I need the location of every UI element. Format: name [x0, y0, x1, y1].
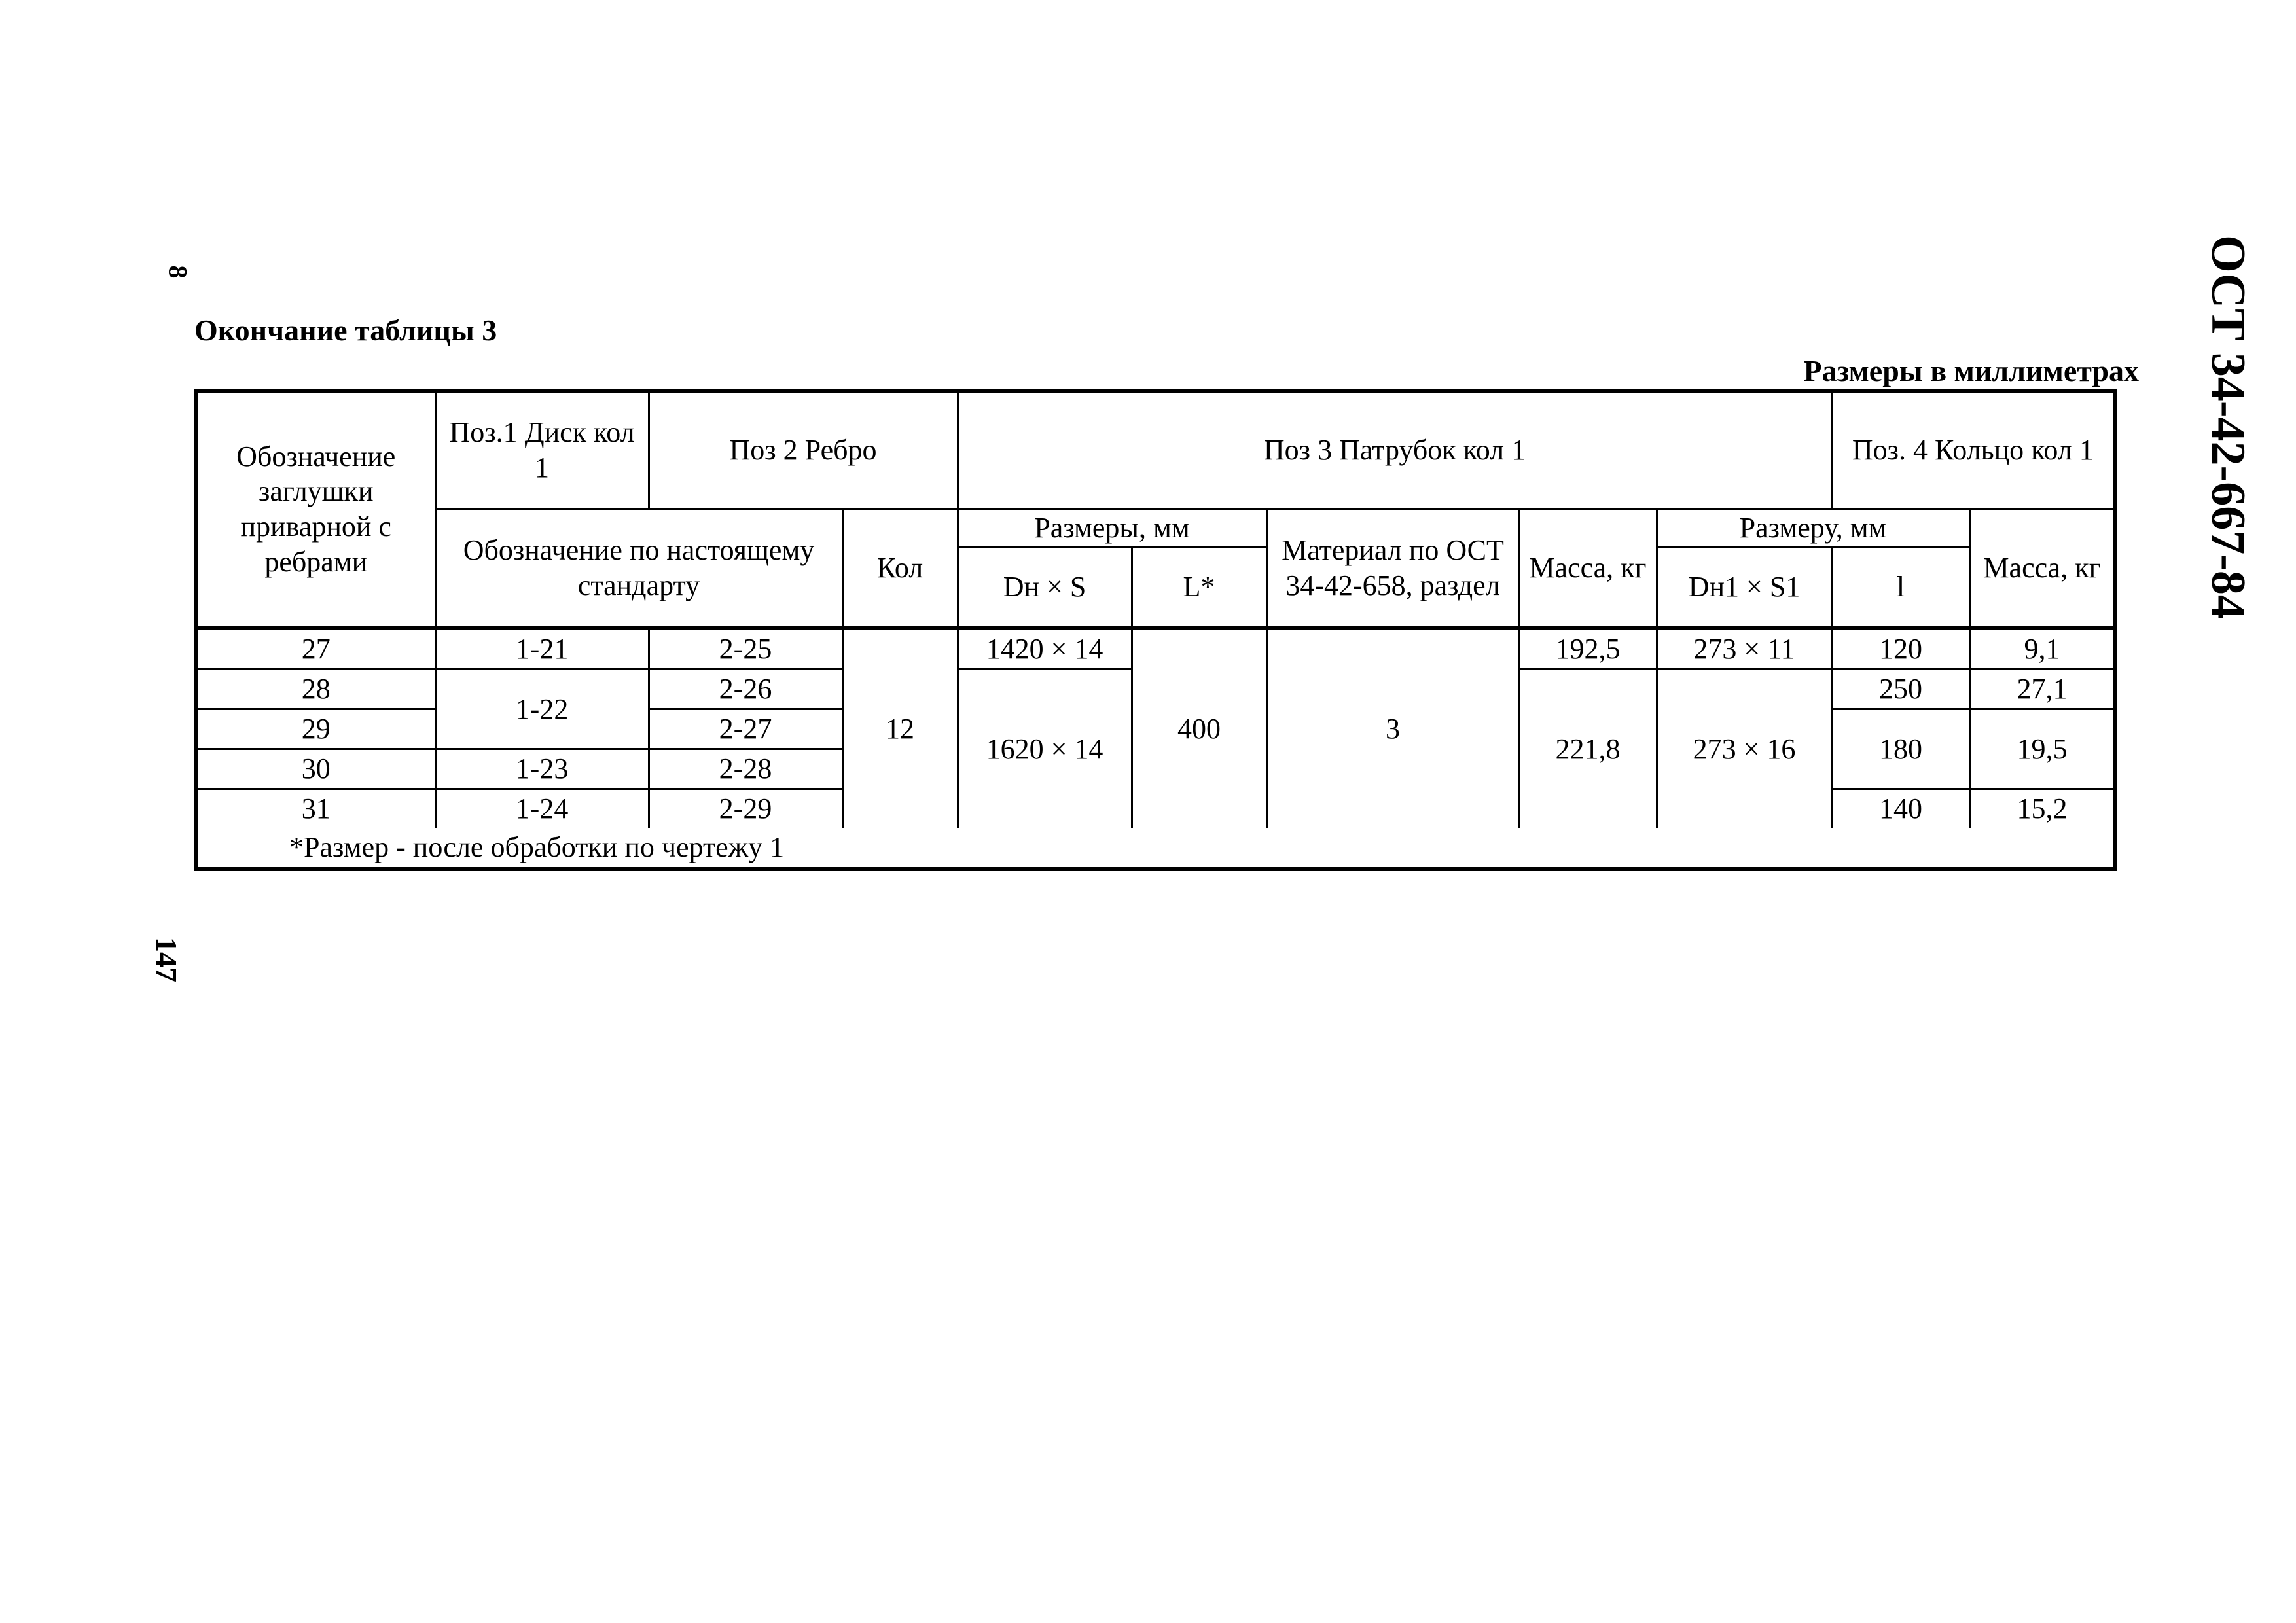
header-kol: Кол: [842, 509, 958, 628]
header-dims3: Размеры, мм: [958, 509, 1266, 548]
cell-pos2: 2-29: [649, 789, 842, 829]
cell-mass4: 9,1: [1969, 628, 2115, 669]
cell-dh1-s1: 273 × 11: [1657, 628, 1832, 669]
cell-designation: 27: [196, 628, 435, 669]
units-note: Размеры в миллиметрах: [1803, 354, 2139, 387]
cell-l: 400: [1132, 628, 1266, 829]
cell-kol: 12: [842, 628, 958, 829]
cell-pos2: 2-25: [649, 628, 842, 669]
header-dh-s: Dн × S: [958, 548, 1132, 628]
cell-dh-s: 1420 × 14: [958, 628, 1132, 669]
cell-pos1: 1-21: [435, 628, 649, 669]
header-material: Материал по ОСТ 34-42-658, раздел: [1266, 509, 1519, 628]
cell-designation: 31: [196, 789, 435, 829]
header-dh1-s1: Dн1 × S1: [1657, 548, 1832, 628]
cell-mass4: 15,2: [1969, 789, 2115, 829]
header-pos1: Поз.1 Диск кол 1: [435, 391, 649, 509]
cell-designation: 28: [196, 669, 435, 709]
header-pos3: Поз 3 Патрубок кол 1: [958, 391, 1832, 509]
spec-table: [194, 389, 2117, 871]
header-mass3: Масса, кг: [1519, 509, 1657, 628]
header-mass4: Масса, кг: [1969, 509, 2115, 628]
header-designation: Обозначение заглушки приварной с ребрами: [196, 391, 435, 628]
cell-pos2: 2-26: [649, 669, 842, 709]
cell-l-ring: 250: [1832, 669, 1969, 709]
cell-mass4: 27,1: [1969, 669, 2115, 709]
cell-pos1: 1-24: [435, 789, 649, 829]
cell-designation: 29: [196, 709, 435, 749]
page-number-bottom: 147: [150, 937, 183, 982]
cell-l-ring: 180: [1832, 709, 1969, 789]
cell-pos2: 2-27: [649, 709, 842, 749]
page-number-top: 8: [163, 265, 193, 279]
document-code: ОСТ 34-42-667-84: [2200, 235, 2255, 619]
header-dims4: Размеру, мм: [1657, 509, 1969, 548]
header-pos4: Поз. 4 Кольцо кол 1: [1832, 391, 2115, 509]
header-std-designation: Обозначение по настоящему стандарту: [435, 509, 842, 628]
cell-l-ring: 140: [1832, 789, 1969, 829]
cell-mass4: 19,5: [1969, 709, 2115, 789]
cell-designation: 30: [196, 749, 435, 789]
header-l: l: [1832, 548, 1969, 628]
cell-pos1: 1-23: [435, 749, 649, 789]
table-caption: Окончание таблицы 3: [194, 313, 497, 347]
header-l-star: L*: [1132, 548, 1266, 628]
cell-pos2: 2-28: [649, 749, 842, 789]
cell-mass3: 221,8: [1519, 669, 1657, 829]
cell-dh1-s1: 273 × 16: [1657, 669, 1832, 829]
cell-pos1: 1-22: [435, 669, 649, 749]
cell-dh-s: 1620 × 14: [958, 669, 1132, 829]
cell-l-ring: 120: [1832, 628, 1969, 669]
cell-mass3: 192,5: [1519, 628, 1657, 669]
table-row: [196, 628, 2115, 669]
table-footnote: *Размер - после обработки по чертежу 1: [196, 828, 2115, 869]
cell-material: 3: [1266, 628, 1519, 829]
header-pos2: Поз 2 Ребро: [649, 391, 958, 509]
